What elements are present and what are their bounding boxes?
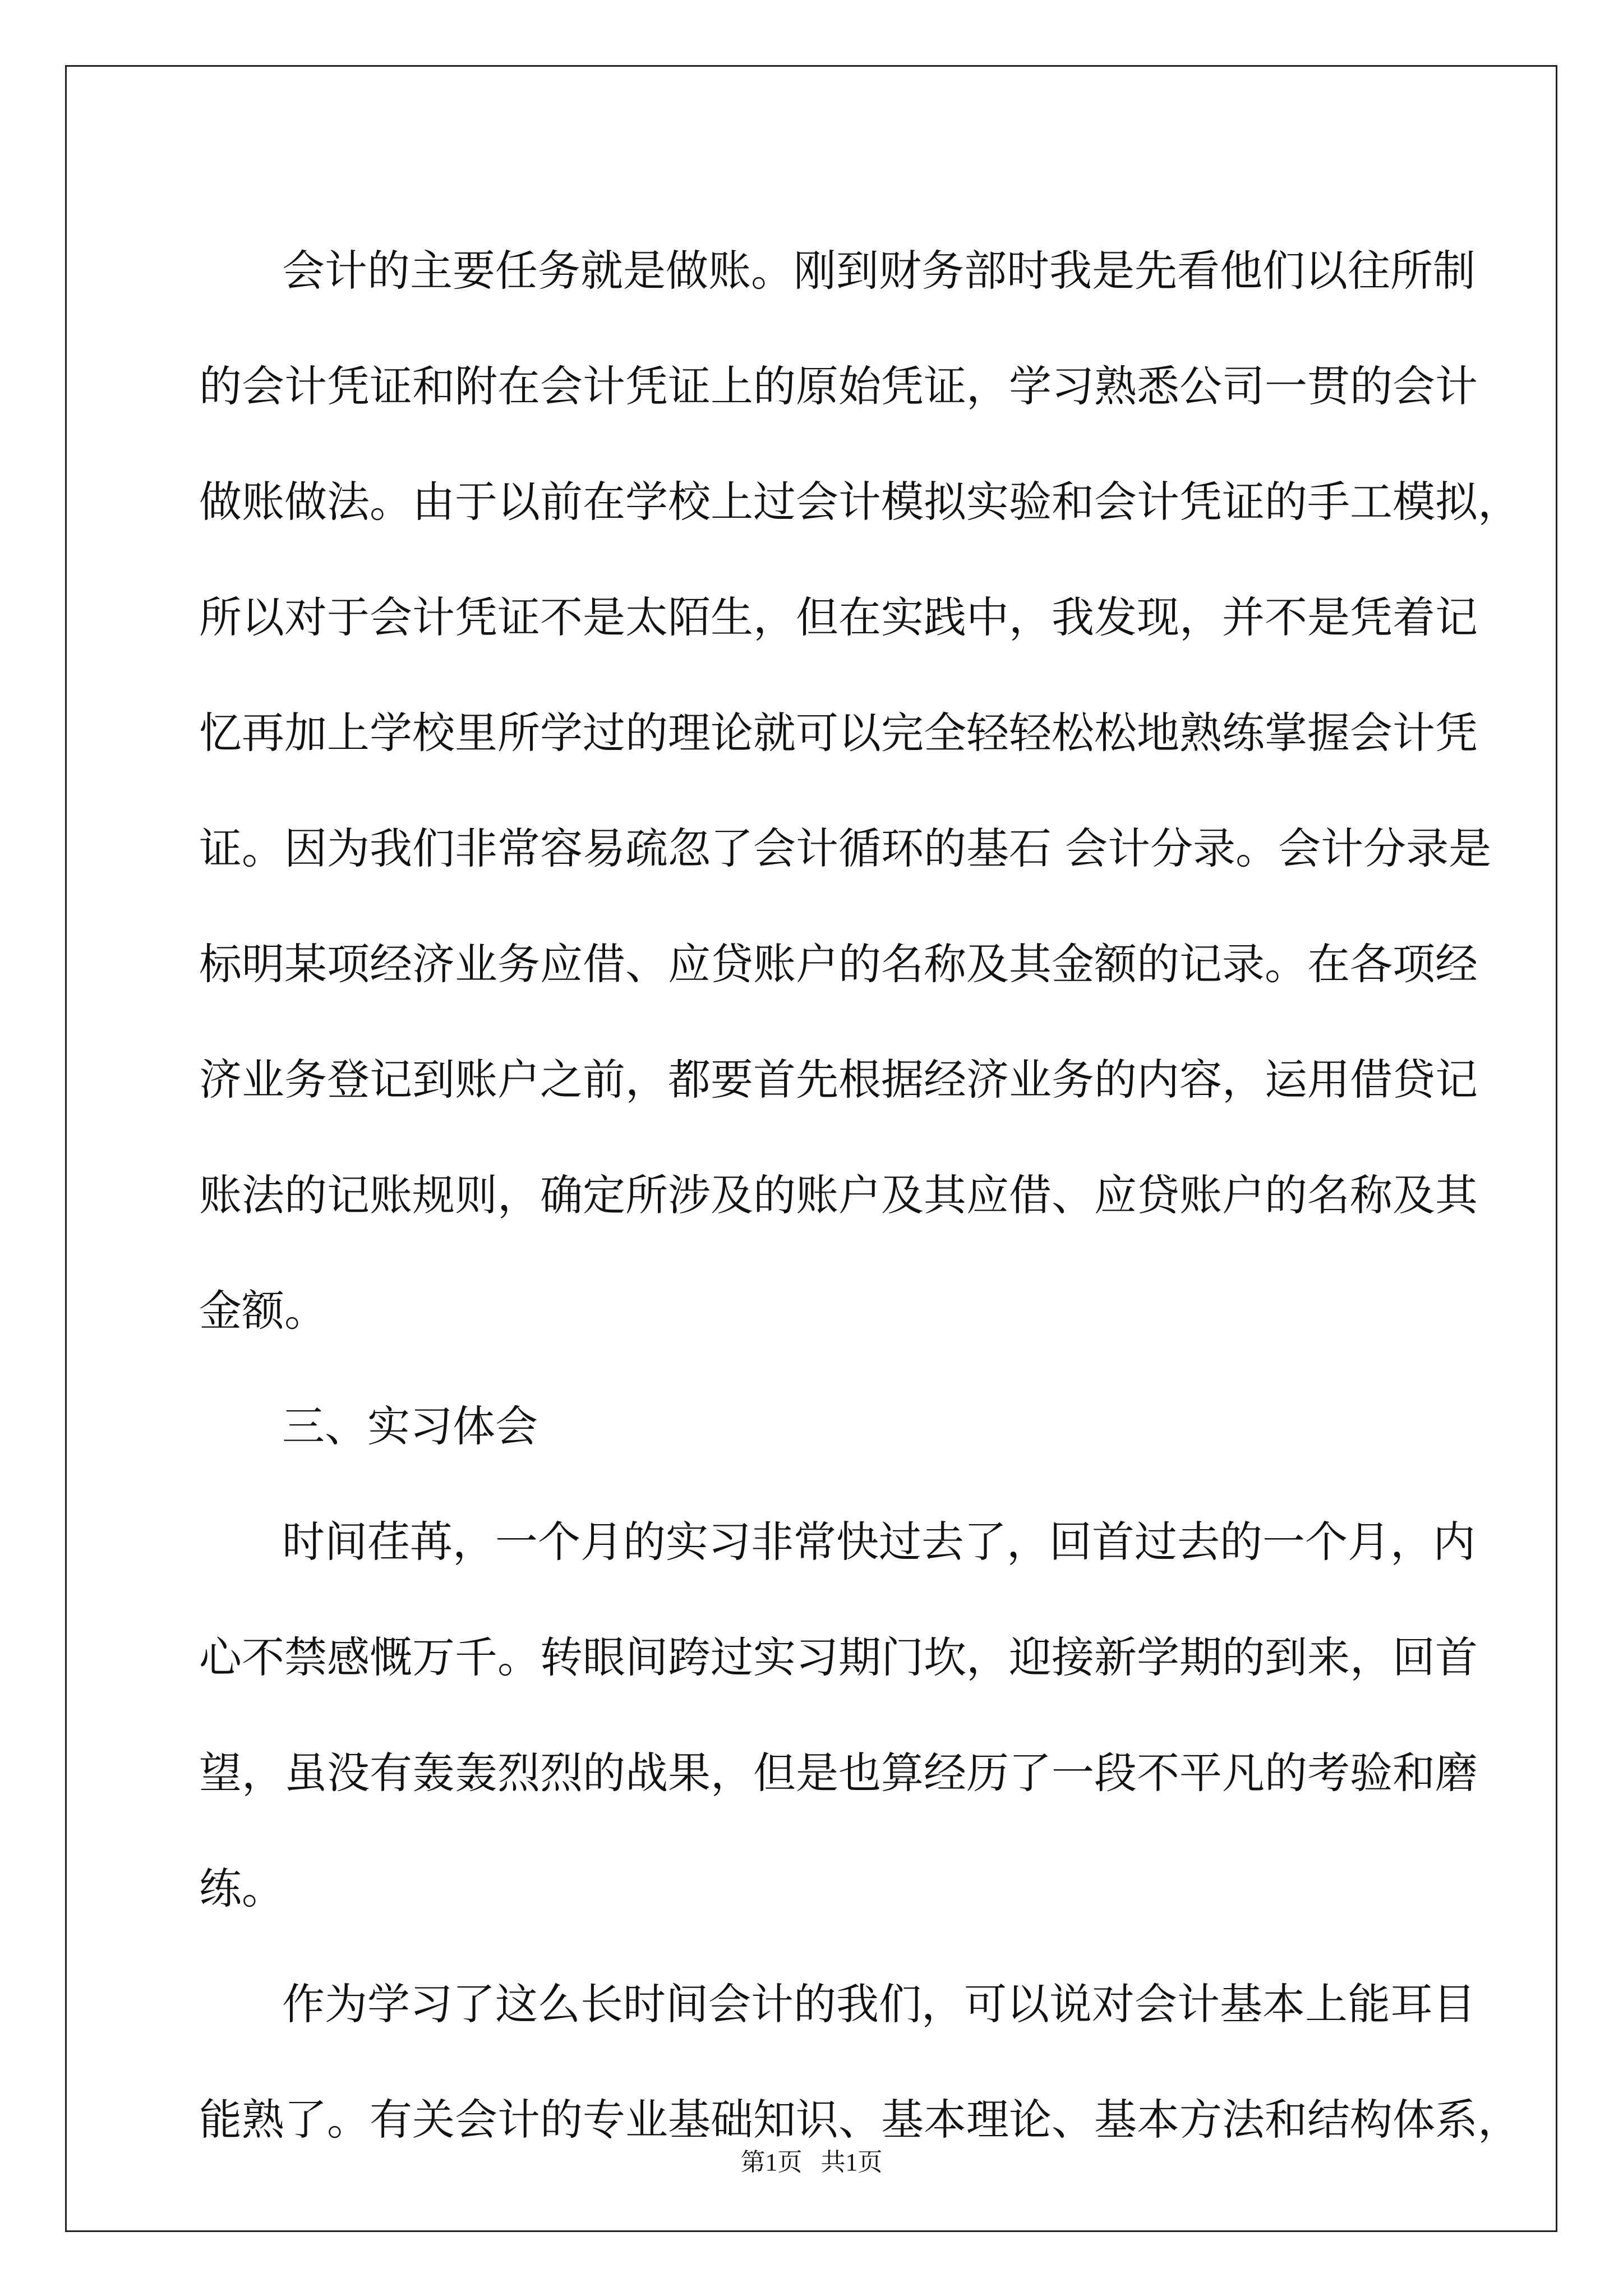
text-line: 金额。: [199, 1286, 327, 1336]
text-line: 账法的记账规则，确定所涉及的账户及其应借、应贷账户的名称及其: [199, 1170, 1478, 1220]
section-heading: 三、实习体会: [282, 1401, 538, 1451]
text-line: 标明某项经济业务应借、应贷账户的名称及其金额的记录。在各项经: [199, 939, 1478, 989]
text-line: 练。: [199, 1864, 284, 1913]
text-line: 能熟了。有关会计的专业基础知识、基本理论、基本方法和结构体系，: [199, 2095, 1520, 2145]
text-line: 的会计凭证和附在会计凭证上的原始凭证，学习熟悉公司一贯的会计: [199, 361, 1478, 411]
text-line: 心不禁感慨万千。转眼间跨过实习期门坎，迎接新学期的到来，回首: [199, 1632, 1478, 1682]
text-line: 做账做法。由于以前在学校上过会计模拟实验和会计凭证的手工模拟，: [199, 477, 1520, 527]
text-line: 忆再加上学校里所学过的理论就可以完全轻轻松松地熟练掌握会计凭: [199, 708, 1478, 758]
text-line: 望，虽没有轰轰烈烈的战果，但是也算经历了一段不平凡的考验和磨: [199, 1748, 1478, 1798]
text-line: 会计的主要任务就是做账。刚到财务部时我是先看他们以往所制: [282, 246, 1476, 296]
text-line: 作为学习了这么长时间会计的我们，可以说对会计基本上能耳目: [282, 1979, 1476, 2029]
text-line: 证。因为我们非常容易疏忽了会计循环的基石 会计分录。会计分录是: [199, 823, 1492, 873]
text-line: 时间荏苒，一个月的实习非常快过去了，回首过去的一个月，内: [282, 1517, 1476, 1567]
text-line: 所以对于会计凭证不是太陌生，但在实践中，我发现，并不是凭着记: [199, 592, 1478, 642]
document-body: [199, 213, 1520, 2178]
page-footer: 第1页 共1页: [740, 2148, 883, 2176]
text-line: 济业务登记到账户之前，都要首先根据经济业务的内容，运用借贷记: [199, 1055, 1478, 1105]
